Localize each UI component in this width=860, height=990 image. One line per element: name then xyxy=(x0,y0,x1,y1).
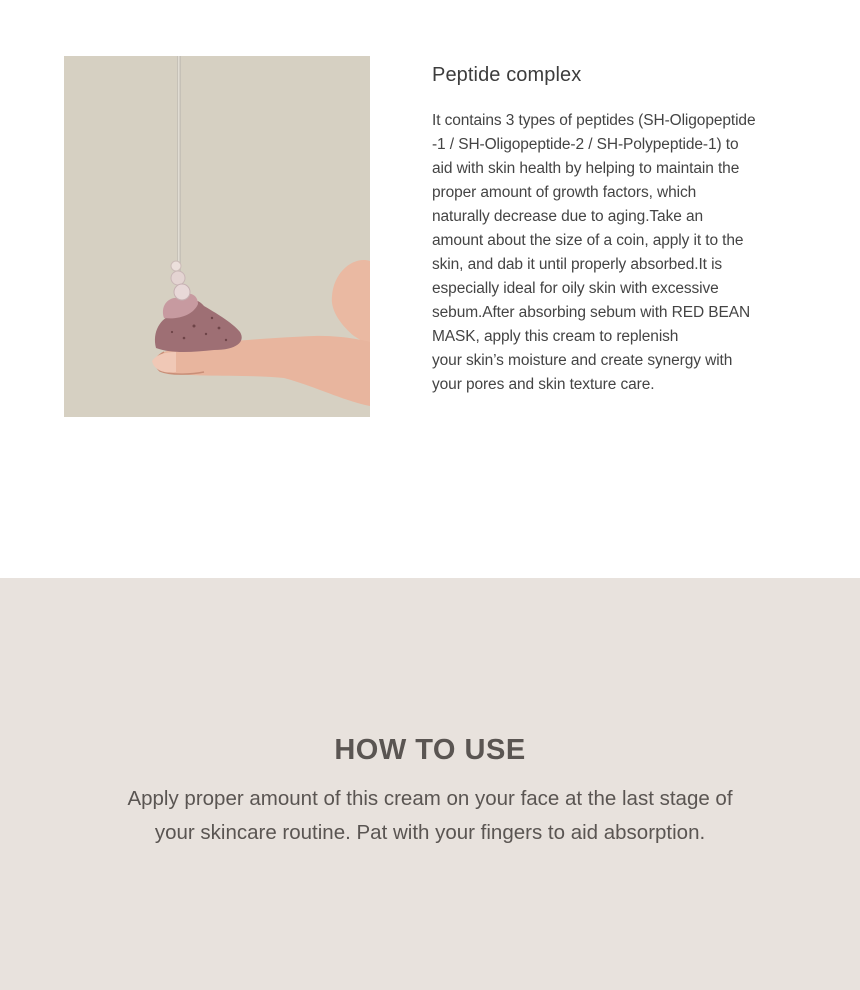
feature-heading: Peptide complex xyxy=(432,64,582,86)
product-on-finger-photo-icon xyxy=(64,56,370,417)
how-to-use-title: HOW TO USE xyxy=(334,734,526,766)
feature-text xyxy=(432,64,772,397)
feature-description: It contains 3 types of peptides (SH-Oligopeptide -1 / SH-Oligopeptide-2 / SH-Polypeptide-1) to aid with skin health by helping to maintain the proper amount of growth factors, which naturally decrease due to aging.Take an amount about the size of a coin, apply it to the skin, and dab it until properly absorbed.It is especially ideal for oily skin with excessive sebum.After absorbing sebum with RED BEAN MASK, apply this cream to replenish your skin’s moisture and create synergy with your pores and skin texture care. xyxy=(432,112,756,393)
product-photo xyxy=(64,56,370,417)
how-to-use-text: Apply proper amount of this cream on your face at the last stage of your skincare routine. Pat with your fingers to aid absorption. xyxy=(127,787,733,844)
how-to-use-section xyxy=(0,578,860,990)
